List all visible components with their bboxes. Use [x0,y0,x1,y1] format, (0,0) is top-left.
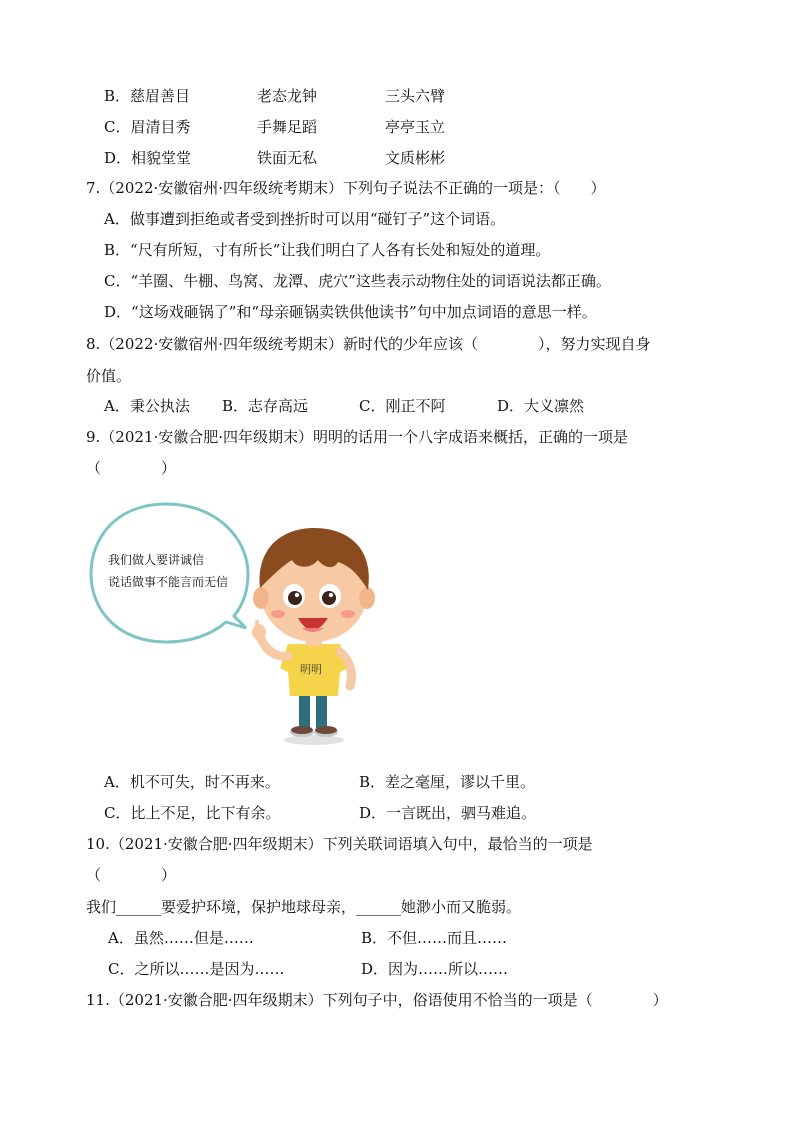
q6-option-c-2: 手舞足蹈 [257,118,318,136]
q10-option-a: A．虽然……但是…… [108,929,254,947]
q8-option-b: B．志存高远 [222,397,309,415]
q10-answer-paren: （ ） [86,866,177,884]
q9-illustration [88,496,388,756]
q8-option-a: A．秉公执法 [104,397,190,415]
shirt-name-label: 明明 [300,663,322,676]
q6-option-b-2: 老态龙钟 [257,87,318,105]
q11-stem: 11.（2021·安徽合肥·四年级期末）下列句子中，俗语使用不恰当的一项是（ ） [86,991,668,1009]
q10-option-b: B．不但……而且…… [361,929,508,947]
q7-option-c: C．“羊圈、牛棚、鸟窝、龙潭、虎穴”这些表示动物住处的词语说法都正确。 [104,272,611,290]
q6-option-c-1: C．眉清目秀 [104,118,191,136]
q10-option-d: D．因为……所以…… [361,960,509,978]
q9-option-a: A．机不可失，时不再来。 [104,773,280,791]
q7-stem: 7.（2022·安徽宿州·四年级统考期末）下列句子说法不正确的一项是：（ ） [86,179,606,197]
q9-option-b: B．差之毫厘，谬以千里。 [359,773,536,791]
q10-option-c: C．之所以……是因为…… [108,960,285,978]
q9-option-d: D．一言既出，驷马难追。 [359,804,537,822]
boy-mingming-icon [252,528,375,745]
q6-option-d-2: 铁面无私 [257,149,318,167]
q9-stem: 9.（2021·安徽合肥·四年级期末）明明的话用一个八字成语来概括，正确的一项是 [86,428,629,446]
q7-option-b: B．“尺有所短，寸有所长”让我们明白了人各有长处和短处的道理。 [104,241,551,259]
q10-sentence: 我们______要爱护环境，保护地球母亲，______她渺小而又脆弱。 [86,898,522,916]
q6-option-d-1: D．相貌堂堂 [104,149,192,167]
q6-option-b-3: 三头六臂 [385,87,446,105]
q8-stem-line1: 8.（2022·安徽宿州·四年级统考期末）新时代的少年应该（ ），努力实现自身 [86,335,651,353]
q8-stem-line2: 价值。 [86,367,132,385]
q7-option-d: D．“这场戏砸锅了”和“母亲砸锅卖铁供他读书”句中加点词语的意思一样。 [104,303,597,321]
bubble-line-1: 我们做人要讲诚信 [108,553,205,567]
speech-bubble [88,496,388,756]
bubble-line-2: 说话做事不能言而无信 [108,575,229,589]
q8-option-d: D．大义凛然 [497,397,585,415]
q8-option-c: C．刚正不阿 [359,397,446,415]
q7-option-a: A．做事遭到拒绝或者受到挫折时可以用“碰钉子”这个词语。 [104,210,506,228]
q6-option-d-3: 文质彬彬 [385,149,446,167]
q10-stem: 10.（2021·安徽合肥·四年级期末）下列关联词语填入句中，最恰当的一项是 [86,835,593,853]
q9-answer-paren: （ ） [86,459,177,477]
q6-option-b-1: B．慈眉善目 [104,87,191,105]
q9-option-c: C．比上不足，比下有余。 [104,804,281,822]
q6-option-c-3: 亭亭玉立 [385,118,446,136]
